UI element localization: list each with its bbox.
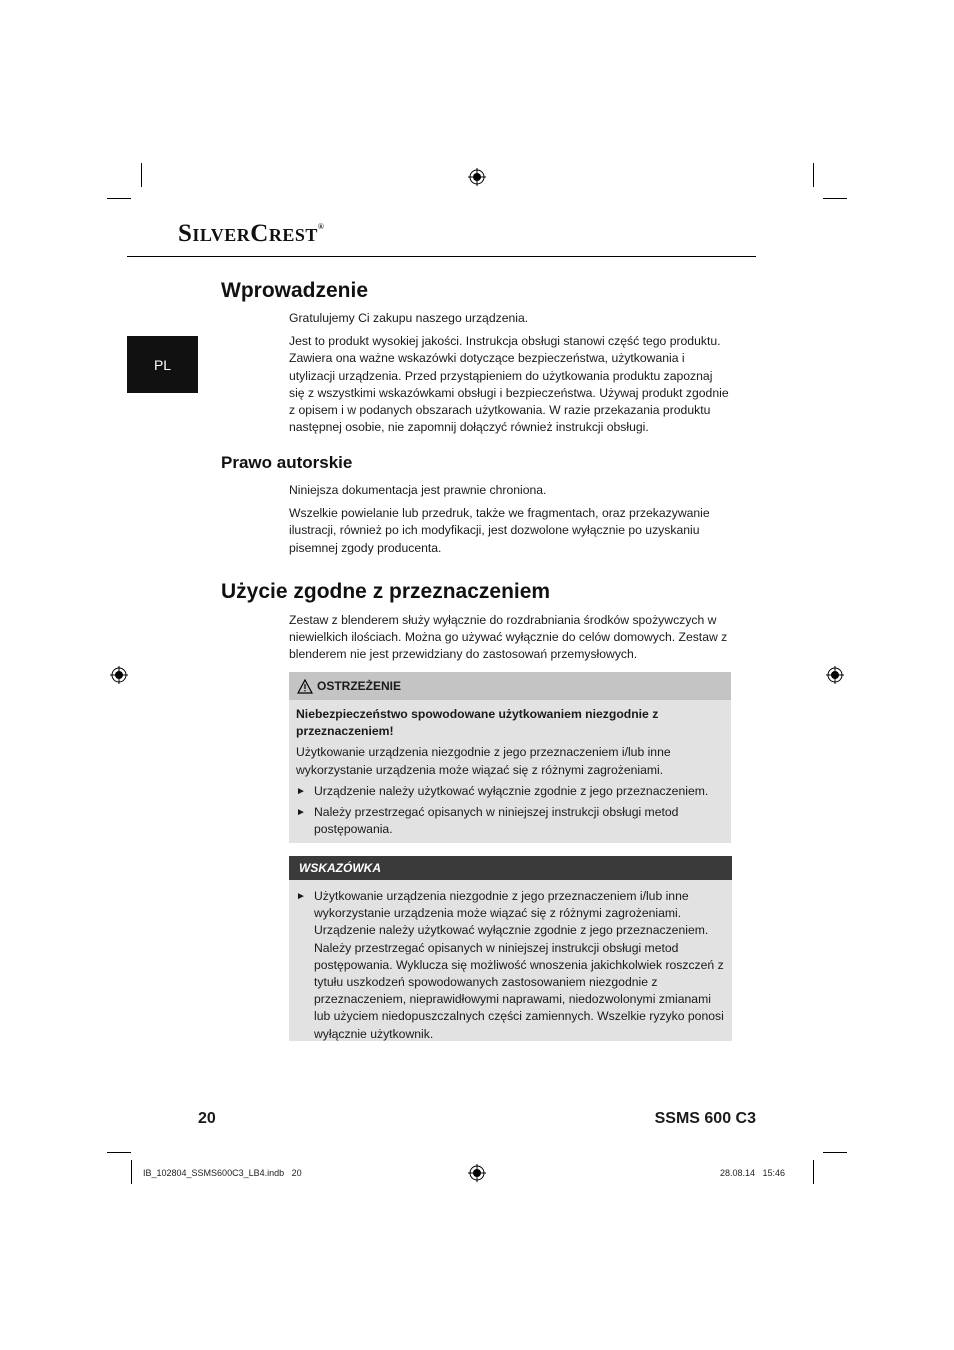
paragraph: Gratulujemy Ci zakupu naszego urządzenia. xyxy=(289,311,529,325)
copyright-text xyxy=(289,482,731,563)
slug-file: IB_102804_SSMS600C3_LB4.indb 20 xyxy=(143,1168,302,1178)
crop-mark xyxy=(141,163,142,187)
paragraph: Zestaw z blenderem służy wyłącznie do rozdrabniania środków spożywczych w niewielkich ilościach. Można go używać wyłącznie do celów domowych. Zestaw z blenderem nie jest przewidziany do zastosowań przemysłowych. xyxy=(289,613,728,662)
paragraph: Niniejsza dokumentacja jest prawnie chroniona. xyxy=(289,483,547,497)
logo-text: SilverCrest xyxy=(178,220,318,247)
header-rule xyxy=(127,256,756,257)
registered-mark: ® xyxy=(317,222,325,231)
note-header: WSKAZÓWKA xyxy=(289,856,732,880)
paragraph: Jest to produkt wysokiej jakości. Instrukcja obsługi stanowi część tego produktu. Zawiera ona ważne wskazówki dotyczące bezpieczeństwa, użytkowania i utylizacji urządzenia. Przed przystąpieniem do użytkowania produktu zapoznaj się z wszystkimi wskazówkami obsługi i bezpieczeństwa. Używaj produkt zgodnie z opisem i w podanych obszarach użytkowania. W razie przekazania produktu następnej osobie, nie zapomnij dołączyć również instrukcji obsługi. xyxy=(289,334,729,435)
warning-text: Użytkowanie urządzenia niezgodnie z jego przeznaczeniem i/lub inne wykorzystanie urządzenia może wiązać się z różnymi zagrożeniami. xyxy=(296,745,671,777)
crop-mark xyxy=(813,163,814,187)
crop-mark xyxy=(823,198,847,199)
crop-mark xyxy=(107,1152,131,1153)
warning-headline: Niebezpieczeństwo spowodowane użytkowaniem niezgodnie z przeznaczeniem! xyxy=(296,707,659,739)
arrow-bullet-icon: ► xyxy=(296,891,306,902)
warning-triangle-icon xyxy=(297,679,313,694)
intended-use-text xyxy=(289,612,731,670)
section-title-intended-use: Użycie zgodne z przeznaczeniem xyxy=(221,580,551,603)
list-item xyxy=(296,783,724,800)
list-item xyxy=(296,804,724,838)
introduction-text xyxy=(289,310,731,442)
brand-logo xyxy=(178,220,324,248)
warning-header xyxy=(289,672,731,700)
list-item xyxy=(296,888,725,1043)
warning-body xyxy=(289,700,731,838)
page-number: 20 xyxy=(198,1110,216,1127)
model-number: SSMS 600 C3 xyxy=(654,1110,756,1127)
section-title-copyright: Prawo autorskie xyxy=(221,453,353,472)
bullet-text: Użytkowanie urządzenia niezgodnie z jego przeznaczeniem i/lub inne wykorzystanie urządzenia może wiązać się z różnymi zagrożeniami. Urządzenie należy użytkować wyłącznie zgodnie z jego przeznaczeniem. Należy przestrzegać opisanych w niniejszej instrukcji obsługi metod postępowania. Wyklucza się możliwość wnoszenia jakichkolwiek roszczeń z tytułu uszkodzeń spowodowanych zastosowaniem niezgodnie z przeznaczeniem, nieprawidłowymi naprawami, niedozwolonymi zmianami lub użyciem niedopuszczalnych części zamiennych. Wszelkie ryzyko ponosi wyłącznie użytkownik. xyxy=(314,889,724,1041)
section-title-introduction: Wprowadzenie xyxy=(221,279,369,302)
registration-mark-icon xyxy=(468,168,486,186)
note-body xyxy=(289,880,732,1043)
registration-mark-icon xyxy=(110,666,128,684)
crop-mark xyxy=(823,1152,847,1153)
registration-mark-icon xyxy=(826,666,844,684)
crop-mark xyxy=(107,198,131,199)
registration-mark-icon xyxy=(468,1164,486,1182)
note-box xyxy=(289,856,732,1041)
bullet-text: Urządzenie należy użytkować wyłącznie zgodnie z jego przeznaczeniem. xyxy=(314,783,709,798)
arrow-bullet-icon: ► xyxy=(296,785,306,797)
warning-label: OSTRZEŻENIE xyxy=(317,679,402,693)
warning-box xyxy=(289,672,731,843)
paragraph: Wszelkie powielanie lub przedruk, także we fragmentach, oraz przekazywanie ilustracji, również po ich modyfikacji, jest dozwolone wyłącznie po uzyskaniu pisemnej zgody producenta. xyxy=(289,506,710,555)
language-tab: PL xyxy=(127,336,198,393)
crop-mark xyxy=(131,1160,132,1184)
bullet-text: Należy przestrzegać opisanych w niniejszej instrukcji obsługi metod postępowania. xyxy=(314,805,679,837)
slug-date: 28.08.14 15:46 xyxy=(720,1168,786,1178)
crop-mark xyxy=(813,1160,814,1184)
arrow-bullet-icon: ► xyxy=(296,807,306,819)
